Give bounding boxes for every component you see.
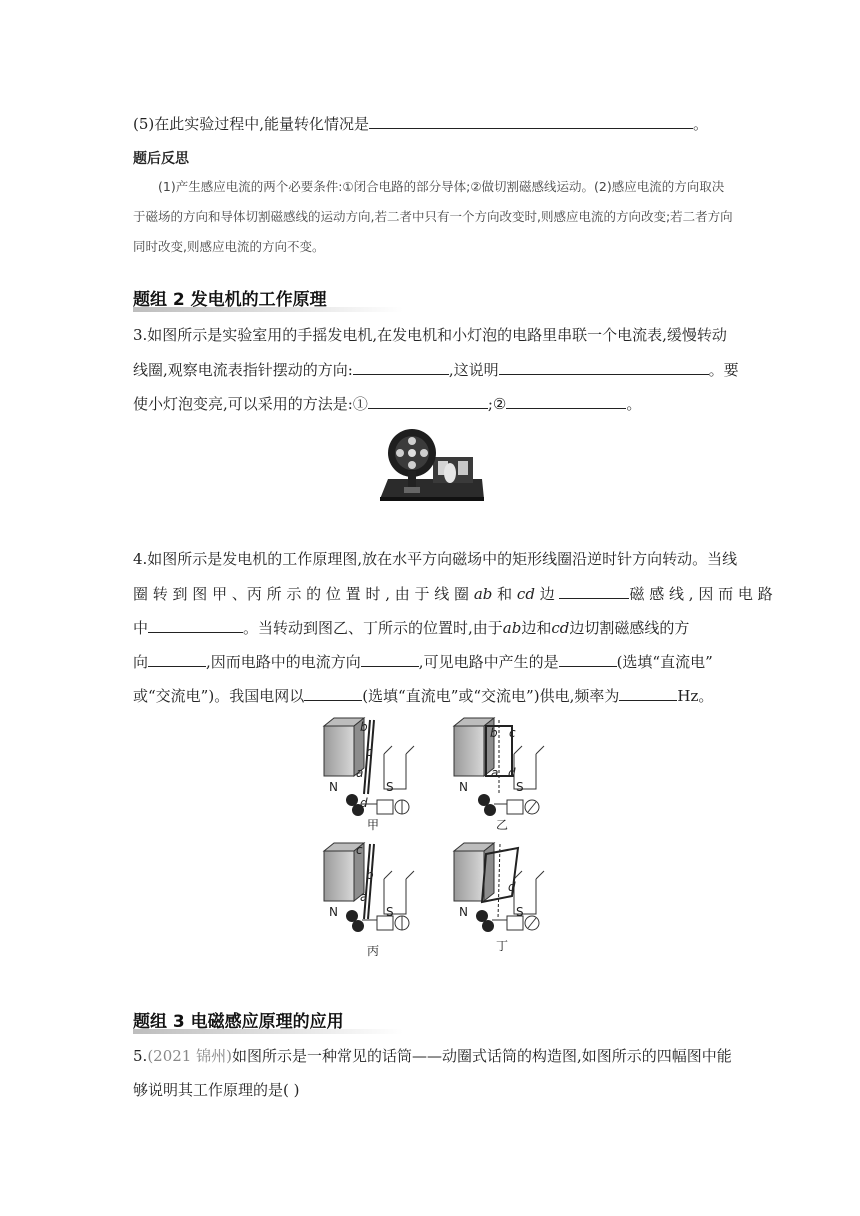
q3-line3-text: 。: [626, 395, 642, 413]
answer-blank[interactable]: [369, 113, 693, 129]
diagram-jia: [324, 718, 414, 816]
label-d: d: [360, 796, 368, 810]
q4-ab: ab: [473, 585, 493, 603]
label-b: b: [490, 726, 498, 740]
caption-ding: 丁: [496, 939, 509, 953]
q4-line2: [133, 583, 773, 604]
q4-line5: [133, 685, 713, 706]
q3-line2: [133, 359, 739, 380]
q4-line3-text: 中: [133, 619, 149, 637]
q4-line2-text: 和: [492, 585, 517, 603]
group3-title: 题组 3 电磁感应原理的应用: [133, 1012, 344, 1032]
label-c: c: [356, 843, 363, 857]
answer-blank[interactable]: [148, 617, 243, 633]
answer-blank[interactable]: [559, 583, 629, 599]
q4-line3-text: 边切割磁感线的方: [569, 619, 690, 637]
group2-heading: [133, 283, 733, 313]
q4-line5-text: Hz。: [677, 687, 714, 705]
label-n: N: [329, 780, 338, 794]
label-s: S: [516, 780, 524, 794]
q4-ab: ab: [502, 619, 522, 637]
q3-line3: [133, 393, 641, 414]
q3-line1: 3.如图所示是实验室用的手摇发电机,在发电机和小灯泡的电路里串联一个电流表,缓慢转动: [133, 326, 727, 344]
q4-cd: cd: [516, 585, 535, 603]
answer-blank[interactable]: [368, 393, 488, 409]
hand-crank-generator-figure: [378, 423, 486, 505]
q5-source: (2021 锦州): [147, 1047, 232, 1065]
q5-part-suffix: 。: [693, 115, 709, 133]
q3-line2-text: ,这说明: [448, 361, 499, 379]
q3-line3-text: ;②: [487, 395, 507, 413]
reflection-title: 题后反思: [133, 151, 189, 167]
caption-yi: 乙: [496, 818, 509, 832]
q4-line4-text: 向: [133, 653, 149, 671]
answer-blank[interactable]: [619, 685, 677, 701]
answer-blank[interactable]: [506, 393, 626, 409]
label-a: a: [491, 766, 499, 780]
diagram-yi: [454, 718, 544, 816]
q4-line5-text: 或“交流电”)。我国电网以: [133, 687, 305, 705]
q4-line3: [133, 617, 689, 638]
caption-bing: 丙: [367, 944, 380, 958]
label-n: N: [459, 905, 468, 919]
q4-line3-text: 边和: [521, 619, 552, 637]
label-s: S: [386, 905, 394, 919]
q4-line2-text: 磁 感 线 , 因 而 电 路: [629, 585, 773, 603]
q5-line1: [133, 1046, 732, 1066]
answer-blank[interactable]: [499, 359, 709, 375]
q4-line3-text: 。当转动到图乙、丁所示的位置时,由于: [243, 619, 503, 637]
q4-line4-text: ,因而电路中的电流方向: [206, 653, 361, 671]
answer-blank[interactable]: [353, 359, 449, 375]
q5-part-line: [133, 113, 708, 134]
group3-heading: [133, 1005, 733, 1035]
label-n: N: [329, 905, 338, 919]
answer-blank[interactable]: [304, 685, 362, 701]
label-c: c: [509, 726, 516, 740]
generator-principle-figures: [322, 714, 552, 959]
q3-line2-text: 线圈,观察电流表指针摆动的方向:: [133, 361, 353, 379]
label-s: S: [386, 780, 394, 794]
q5-line1-text: 如图所示是一种常见的话筒——动圈式话筒的构造图,如图所示的四幅图中能: [231, 1047, 732, 1065]
q4-cd: cd: [551, 619, 570, 637]
label-b: b: [360, 720, 368, 734]
label-b: b: [366, 868, 374, 882]
answer-blank[interactable]: [559, 651, 617, 667]
q4-line5-text: (选填“直流电”或“交流电”)供电,频率为: [362, 687, 620, 705]
label-a: a: [356, 766, 364, 780]
label-a: a: [360, 890, 368, 904]
label-s: S: [516, 905, 524, 919]
group2-title: 题组 2 发电机的工作原理: [133, 290, 327, 310]
q4-line4-text: ,可见电路中产生的是: [418, 653, 559, 671]
caption-jia: 甲: [367, 818, 380, 832]
q4-line2-text: 圈 转 到 图 甲 、丙 所 示 的 位 置 时 , 由 于 线 圈: [133, 585, 474, 603]
q4-line1: 4.如图所示是发电机的工作原理图,放在水平方向磁场中的矩形线圈沿逆时针方向转动。当线: [133, 550, 738, 568]
q4-line4-text: (选填“直流电”: [616, 653, 713, 671]
answer-blank[interactable]: [148, 651, 206, 667]
label-d: d: [508, 766, 516, 780]
q5-line2: 够说明其工作原理的是( ): [133, 1081, 300, 1099]
label-n: N: [459, 780, 468, 794]
q3-line3-text: 使小灯泡变亮,可以采用的方法是:①: [133, 395, 368, 413]
reflection-text: (1)产生感应电流的两个必要条件:①闭合电路的部分导体;②做切割磁感线运动。(2)感应电流的方向取决于磁场的方向和导体切割磁感线的运动方向,若二者中只有一个方向改变时,则感应电流的方向改变;若二者方向同时改变,则感应电流的方向不变。: [133, 179, 733, 254]
q3-line2-text: 。要: [708, 361, 739, 379]
q5-part-prefix: (5)在此实验过程中,能量转化情况是: [133, 115, 370, 133]
q5-number: 5.: [133, 1047, 148, 1065]
q4-line2-text: 边: [534, 585, 560, 603]
label-c: c: [366, 745, 373, 759]
label-d: d: [508, 880, 516, 894]
answer-blank[interactable]: [361, 651, 419, 667]
q4-line4: [133, 651, 713, 672]
